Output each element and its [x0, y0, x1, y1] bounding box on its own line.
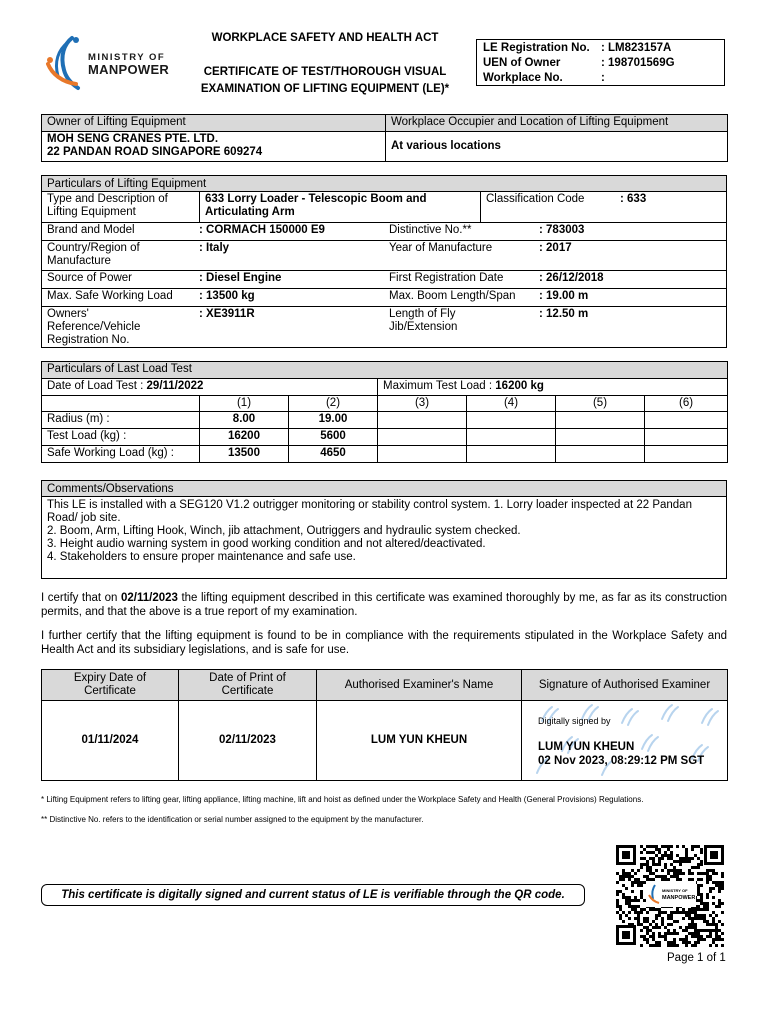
- signature-name: LUM YUN KHEUN: [538, 741, 635, 753]
- load-cell: [645, 429, 728, 446]
- distinctive-label: Distinctive No.**: [389, 224, 472, 236]
- year-label: Year of Manufacture: [389, 242, 493, 254]
- expiry-header: [42, 670, 179, 701]
- examiner-header: Authorised Examiner's Name: [317, 670, 522, 701]
- load-cell: 8.00: [200, 412, 289, 429]
- comment-line: 3. Height audio warning system in good working condition and not altered/deactivated.: [47, 538, 486, 550]
- particulars-row-owners-ref: [42, 307, 726, 350]
- comments-title: Comments/Observations: [42, 481, 726, 497]
- load-row-label: Test Load (kg) :: [42, 429, 200, 446]
- table-row: [42, 446, 728, 463]
- certify-paragraph-1: [41, 591, 727, 619]
- load-test-table: [41, 361, 728, 463]
- logo-line-manpower: MANPOWER: [88, 62, 170, 77]
- load-cell: [378, 429, 467, 446]
- signed-by-label: Digitally signed by: [538, 716, 611, 726]
- fly-label-line1: Length of Fly: [389, 308, 456, 320]
- uen-label: UEN of Owner: [483, 57, 561, 69]
- load-test-date-cell: [42, 379, 378, 396]
- particulars-section: [41, 175, 727, 348]
- load-cell: 13500: [200, 446, 289, 463]
- certify-date: 02/11/2023: [120, 592, 178, 604]
- swl-label: Max. Safe Working Load: [47, 290, 173, 302]
- owner-table: [41, 114, 728, 162]
- act-title: WORKPLACE SAFETY AND HEALTH ACT: [211, 32, 439, 44]
- brand-label: Brand and Model: [47, 224, 135, 236]
- expiry-header-line2: Certificate: [84, 685, 136, 697]
- first-reg-value: : 26/12/2018: [539, 272, 604, 284]
- owner-address: 22 PANDAN ROAD SINGAPORE 609274: [47, 146, 263, 158]
- class-label: Classification Code: [486, 193, 585, 205]
- workplace-label: Workplace No.: [483, 72, 563, 84]
- owners-ref-label: [47, 307, 140, 347]
- certify-p1-pre: I certify that on: [41, 592, 121, 604]
- country-label-line2: Manufacture: [47, 255, 111, 267]
- fly-label: [389, 307, 457, 334]
- boom-value: : 19.00 m: [539, 290, 589, 302]
- owners-ref-label-line2: Reference/Vehicle: [47, 321, 141, 333]
- power-label: Source of Power: [47, 272, 133, 284]
- owner-name: MOH SENG CRANES PTE. LTD.: [47, 133, 219, 145]
- signature-cell: [522, 701, 728, 781]
- table-row: [42, 412, 728, 429]
- first-reg-label: First Registration Date: [389, 272, 504, 284]
- load-test-date-label: Date of Load Test :: [47, 380, 147, 392]
- load-col-header: (1): [200, 396, 289, 412]
- comments-section: [41, 480, 727, 579]
- load-cell: [645, 446, 728, 463]
- load-row-label: Radius (m) :: [42, 412, 200, 429]
- load-col-header: (5): [556, 396, 645, 412]
- type-value-line1: 633 Lorry Loader - Telescopic Boom and: [205, 193, 427, 205]
- page-number: Page 1 of 1: [667, 952, 726, 964]
- print-header-line1: Date of Print of: [209, 672, 286, 684]
- signature-date: 02 Nov 2023, 08:29:12 PM SGT: [538, 755, 705, 767]
- footnote-1: * Lifting Equipment refers to lifting gear, lifting appliance, lifting machine, lift and hoist as defined under the Workplace Safety and Health (General Provisions) Regulations.: [41, 795, 644, 804]
- print-date-value: 02/11/2023: [179, 701, 317, 781]
- load-col-blank: [42, 396, 200, 412]
- load-cell: [378, 412, 467, 429]
- country-value: : Italy: [199, 242, 230, 254]
- owners-ref-value: : XE3911R: [199, 308, 255, 320]
- owner-cell: [42, 132, 386, 162]
- load-test-date-value: 29/11/2022: [146, 380, 204, 392]
- signature-block: [538, 740, 704, 768]
- type-value-line2: Articulating Arm: [205, 206, 295, 218]
- load-col-header: (6): [645, 396, 728, 412]
- load-cell: [467, 429, 556, 446]
- fly-label-line2: Jib/Extension: [389, 321, 458, 333]
- comments-body: [42, 497, 726, 566]
- load-test-max-label: Maximum Test Load :: [383, 380, 496, 392]
- power-value: : Diesel Engine: [199, 272, 282, 284]
- print-header-line2: Certificate: [221, 685, 274, 697]
- logo-line-ministry: MINISTRY OF: [88, 52, 166, 63]
- owner-header: Owner of Lifting Equipment: [42, 115, 386, 132]
- mom-logo-icon: [42, 34, 88, 92]
- comment-line: 2. Boom, Arm, Lifting Hook, Winch, jib attachment, Outriggers and hydraulic system checked.: [47, 525, 521, 537]
- particulars-row-power: [42, 271, 726, 289]
- load-cell: 19.00: [289, 412, 378, 429]
- country-label: [47, 241, 140, 268]
- year-value: : 2017: [539, 242, 572, 254]
- load-cell: 16200: [200, 429, 289, 446]
- class-value: : 633: [620, 193, 647, 205]
- workplace-value: :: [601, 72, 605, 84]
- mom-logo-text: [88, 52, 169, 76]
- certify-p1-post: the lifting equipment described in this certificate was examined thoroughly by me, as far as its construction permits, and that the above is a true report of my examination.: [41, 592, 727, 618]
- load-row-label: Safe Working Load (kg) :: [42, 446, 200, 463]
- le-reg-label: LE Registration No.: [483, 42, 590, 54]
- le-reg-value: : LM823157A: [601, 42, 672, 54]
- fly-value: : 12.50 m: [539, 308, 589, 320]
- load-cell: [645, 412, 728, 429]
- country-label-line1: Country/Region of: [47, 242, 140, 254]
- load-cell: [467, 412, 556, 429]
- load-cell: [378, 446, 467, 463]
- table-row: [42, 429, 728, 446]
- owners-ref-label-line1: Owners': [47, 308, 89, 320]
- load-cell: [467, 446, 556, 463]
- load-cell: [556, 429, 645, 446]
- expiry-value: 01/11/2024: [42, 701, 179, 781]
- load-cell: [556, 446, 645, 463]
- boom-label: Max. Boom Length/Span: [389, 290, 516, 302]
- particulars-row-type: [42, 192, 726, 223]
- examiner-name: LUM YUN KHEUN: [317, 701, 522, 781]
- brand-value: : CORMACH 150000 E9: [199, 224, 325, 236]
- owners-ref-label-line3: Registration No.: [47, 334, 130, 346]
- signature-header: Signature of Authorised Examiner: [522, 670, 728, 701]
- print-header: [179, 670, 317, 701]
- qr-code-icon[interactable]: [614, 843, 726, 947]
- uen-value: : 198701569G: [601, 57, 675, 69]
- expiry-header-line1: Expiry Date of: [73, 672, 147, 684]
- load-col-header: (3): [378, 396, 467, 412]
- load-cell: 4650: [289, 446, 378, 463]
- load-cell: [556, 412, 645, 429]
- particulars-row-brand: [42, 223, 726, 241]
- particulars-row-swl: [42, 289, 726, 307]
- verify-note: This certificate is digitally signed and current status of LE is verifiable through the QR code.: [41, 884, 585, 906]
- signature-table: [41, 669, 728, 781]
- certify-paragraph-2: I further certify that the lifting equipment is found to be in compliance with the requirements stipulated in the Workplace Safety and Health Act and its subsidiary legislations, and is safe for use.: [41, 630, 727, 656]
- particulars-title: Particulars of Lifting Equipment: [42, 176, 726, 192]
- type-label: Type and Description of Lifting Equipment: [47, 193, 168, 218]
- load-col-header: (4): [467, 396, 556, 412]
- load-cell: 5600: [289, 429, 378, 446]
- cert-title-line2: EXAMINATION OF LIFTING EQUIPMENT (LE)*: [200, 83, 450, 95]
- distinctive-value: : 783003: [539, 224, 585, 236]
- load-test-title: Particulars of Last Load Test: [42, 362, 728, 379]
- particulars-row-country: [42, 241, 726, 271]
- qr-logo-line2: MANPOWER: [662, 895, 696, 901]
- cert-title-line1: CERTIFICATE OF TEST/THOROUGH VISUAL: [203, 66, 447, 78]
- comment-line: This LE is installed with a SEG120 V1.2 outrigger monitoring or stability control system. 1. Lorry loader inspected at 22 Pandan Road/ job site.: [47, 499, 692, 524]
- location-value: At various locations: [386, 132, 728, 162]
- footnote-2: ** Distinctive No. refers to the identification or serial number assigned to the equipment by the manufacturer.: [41, 815, 424, 824]
- registration-box: [476, 39, 725, 86]
- load-col-header: (2): [289, 396, 378, 412]
- load-test-max-value: 16200 kg: [495, 380, 544, 392]
- occupier-header: Workplace Occupier and Location of Lifting Equipment: [386, 115, 728, 132]
- swl-value: : 13500 kg: [199, 290, 255, 302]
- type-value: [205, 192, 475, 219]
- qr-logo-line1: MINISTRY OF: [662, 888, 688, 893]
- comment-line: 4. Stakeholders to ensure proper maintenance and safe use.: [47, 551, 356, 563]
- load-test-max-cell: [378, 379, 728, 396]
